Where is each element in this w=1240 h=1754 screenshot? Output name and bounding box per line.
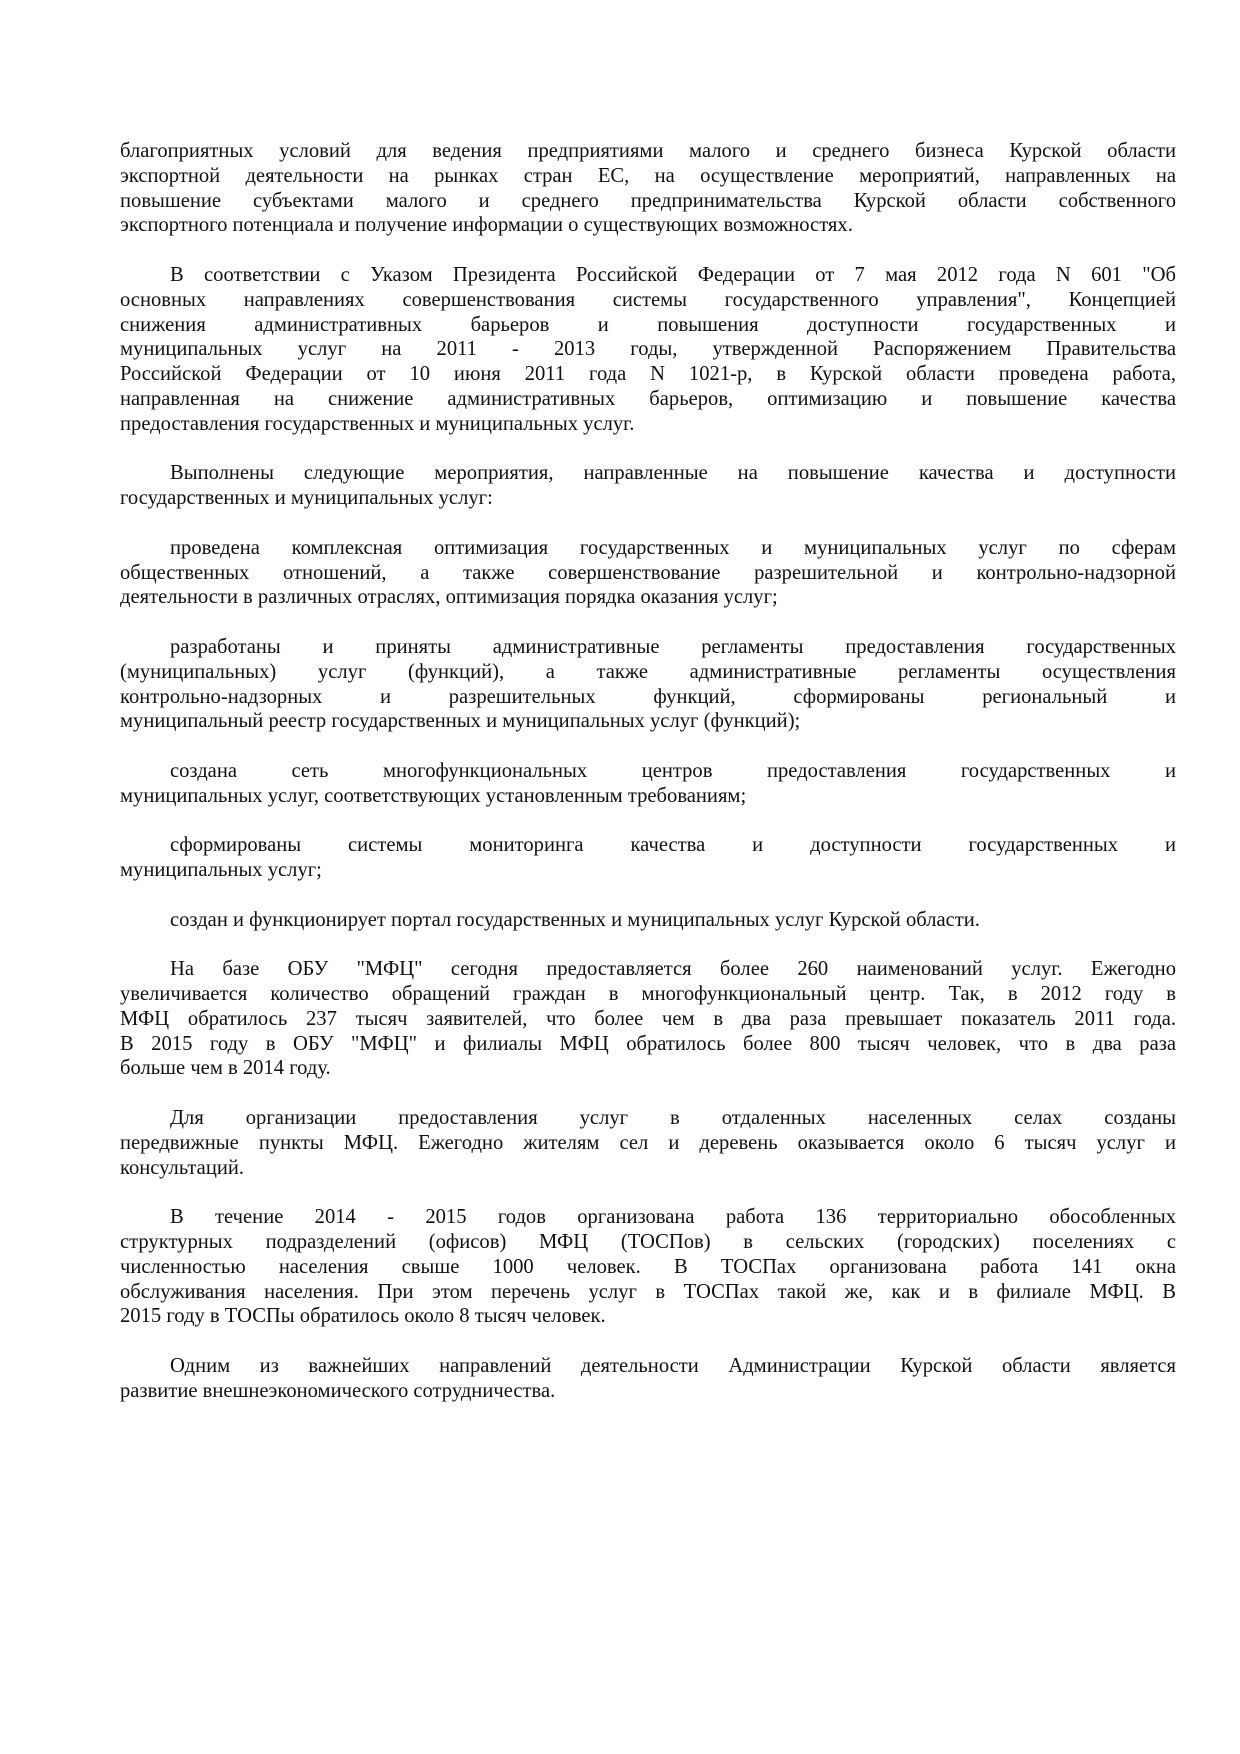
paragraph xyxy=(120,908,1176,933)
text-line: МФЦ обратилось 237 тысяч заявителей, что более чем в два раза превышает показатель 2011 года. xyxy=(120,1007,1176,1030)
paragraph xyxy=(120,833,1176,883)
text-line: развитие внешнеэкономического сотрудничества. xyxy=(120,1379,556,1402)
paragraph xyxy=(120,759,1176,809)
text-line: В течение 2014 - 2015 годов организована работа 136 территориально обособленных xyxy=(170,1206,1176,1229)
text-line: сформированы системы мониторинга качества и доступности государственных и xyxy=(170,834,1176,857)
paragraph xyxy=(120,536,1176,610)
paragraph xyxy=(120,1106,1176,1180)
text-line: создан и функционирует портал государственных и муниципальных услуг Курской области. xyxy=(170,908,980,931)
paragraph xyxy=(120,139,1176,238)
paragraph xyxy=(120,461,1176,511)
text-line: муниципальных услуг, соответствующих установленным требованиям; xyxy=(120,784,747,807)
text-line: Одним из важнейших направлений деятельности Администрации Курской области является xyxy=(170,1355,1176,1378)
text-line: Выполнены следующие мероприятия, направленные на повышение качества и доступности xyxy=(170,462,1176,485)
paragraph xyxy=(120,957,1176,1081)
text-line: В соответствии с Указом Президента Российской Федерации от 7 мая 2012 года N 601 "Об xyxy=(170,263,1176,286)
text-line: (муниципальных) услуг (функций), а также административные регламенты осуществления xyxy=(120,660,1176,683)
text-line: экспортной деятельности на рынках стран ЕС, на осуществление мероприятий, направленных на xyxy=(120,164,1176,187)
text-line: На базе ОБУ "МФЦ" сегодня предоставляется более 260 наименований услуг. Ежегодно xyxy=(170,958,1176,981)
text-line: благоприятных условий для ведения предприятиями малого и среднего бизнеса Курской области xyxy=(120,140,1176,162)
text-line: Российской Федерации от 10 июня 2011 года N 1021-р, в Курской области проведена работа, xyxy=(120,363,1176,386)
text-line: создана сеть многофункциональных центров предоставления государственных и xyxy=(170,759,1176,782)
text-line: направленная на снижение административных барьеров, оптимизацию и повышение качества xyxy=(120,387,1176,410)
text-line: Для организации предоставления услуг в отдаленных населенных селах созданы xyxy=(170,1107,1176,1130)
text-line: разработаны и приняты административные регламенты предоставления государственных xyxy=(170,635,1176,658)
text-line: муниципальных услуг; xyxy=(120,859,322,882)
text-line: увеличивается количество обращений граждан в многофункциональный центр. Так, в 2012 году в xyxy=(120,983,1176,1006)
text-line: контрольно-надзорных и разрешительных функций, сформированы региональный и xyxy=(120,685,1176,708)
text-line: экспортного потенциала и получение информации о существующих возможностях. xyxy=(120,214,853,237)
text-line: численностью населения свыше 1000 человек. В ТОСПах организована работа 141 окна xyxy=(120,1255,1176,1278)
paragraph xyxy=(120,1354,1176,1404)
text-line: консультаций. xyxy=(120,1156,245,1179)
text-line: муниципальных услуг на 2011 - 2013 годы, утвержденной Распоряжением Правительства xyxy=(120,338,1176,361)
document-page xyxy=(120,139,1176,1428)
text-line: 2015 году в ТОСПы обратилось около 8 тысяч человек. xyxy=(120,1305,606,1328)
paragraph xyxy=(120,635,1176,734)
text-line: больше чем в 2014 году. xyxy=(120,1057,331,1080)
text-line: деятельности в различных отраслях, оптимизация порядка оказания услуг; xyxy=(120,586,778,609)
text-line: снижения административных барьеров и повышения доступности государственных и xyxy=(120,313,1176,336)
paragraph xyxy=(120,263,1176,437)
text-line: обслуживания населения. При этом перечень услуг в ТОСПах такой же, как и в филиале МФЦ. В xyxy=(120,1280,1176,1303)
text-line: передвижные пункты МФЦ. Ежегодно жителям сел и деревень оказывается около 6 тысяч услуг и xyxy=(120,1131,1176,1154)
text-line: предоставления государственных и муниципальных услуг. xyxy=(120,412,635,435)
text-line: общественных отношений, а также совершенствование разрешительной и контрольно-надзорной xyxy=(120,561,1176,584)
text-line: проведена комплексная оптимизация государственных и муниципальных услуг по сферам xyxy=(170,536,1176,559)
text-line: структурных подразделений (офисов) МФЦ (ТОСПов) в сельских (городских) поселениях с xyxy=(120,1231,1176,1254)
text-line: В 2015 году в ОБУ "МФЦ" и филиалы МФЦ обратилось более 800 тысяч человек, что в два раза xyxy=(120,1032,1176,1055)
text-line: основных направлениях совершенствования системы государственного управления", Концепцией xyxy=(120,288,1176,311)
text-line: муниципальный реестр государственных и муниципальных услуг (функций); xyxy=(120,710,801,733)
text-line: повышение субъектами малого и среднего предпринимательства Курской области собственного xyxy=(120,189,1176,212)
paragraph xyxy=(120,1205,1176,1329)
text-line: государственных и муниципальных услуг: xyxy=(120,487,493,510)
